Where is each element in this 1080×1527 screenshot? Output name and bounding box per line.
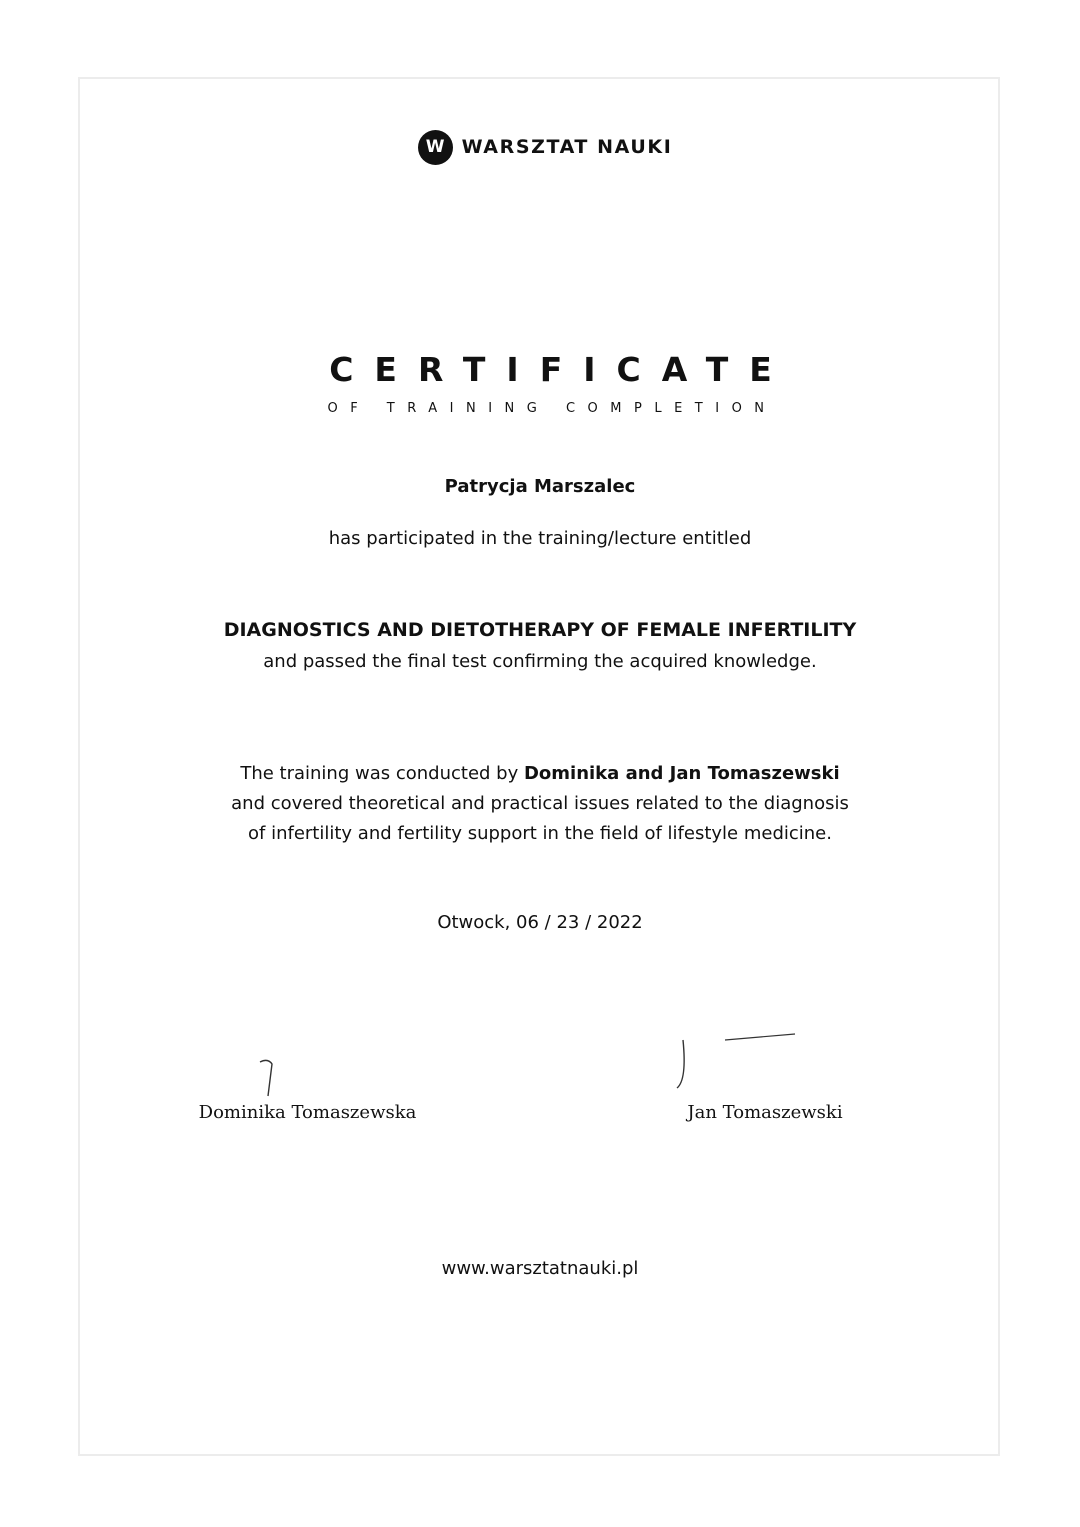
participation-text: has participated in the training/lecture entitled bbox=[328, 528, 752, 549]
signature-block-jan bbox=[640, 1010, 890, 1126]
place-and-date: Otwock, 06 / 23 / 2022 bbox=[437, 912, 643, 933]
signatory-name-jan: Jan Tomaszewski bbox=[687, 1102, 843, 1123]
course-title: DIAGNOSTICS AND DIETOTHERAPY OF FEMALE INFERTILITY bbox=[223, 619, 857, 641]
conducted-line-3: of infertility and fertility support in the field of lifestyle medicine. bbox=[248, 823, 832, 844]
recipient-name: Patrycja Marszalec bbox=[444, 476, 636, 497]
conducted-line-2: and covered theoretical and practical issues related to the diagnosis bbox=[231, 793, 849, 814]
signatory-name-dominika: Dominika Tomaszewska bbox=[198, 1102, 417, 1123]
svg-text:Tomaszewska: Tomaszewska bbox=[255, 1067, 395, 1091]
conducted-line-1 bbox=[0, 759, 1080, 789]
passed-text: and passed the final test confirming the acquired knowledge. bbox=[263, 651, 817, 672]
conducted-paragraph bbox=[0, 759, 1080, 849]
conducted-prefix: The training was conducted by bbox=[240, 763, 524, 784]
svg-text:Jan Tomaszewski: Jan Tomaszewski bbox=[671, 1049, 861, 1074]
certificate-title: CERTIFICATE bbox=[329, 350, 793, 389]
certificate-subtitle: OF TRAINING COMPLETION bbox=[327, 401, 777, 416]
signature-block-dominika bbox=[180, 1000, 435, 1126]
conducted-by: Dominika and Jan Tomaszewski bbox=[523, 763, 840, 784]
brand-mark-icon: W bbox=[418, 130, 453, 165]
brand-logo bbox=[0, 127, 1080, 167]
svg-text:Dominika: Dominika bbox=[217, 1016, 334, 1044]
handwritten-signature-jan bbox=[665, 1010, 865, 1100]
website-link[interactable]: www.warsztatnauki.pl bbox=[441, 1258, 639, 1279]
brand-name: WARSZTAT NAUKI bbox=[461, 136, 673, 158]
handwritten-signature-dominika bbox=[208, 1000, 408, 1100]
